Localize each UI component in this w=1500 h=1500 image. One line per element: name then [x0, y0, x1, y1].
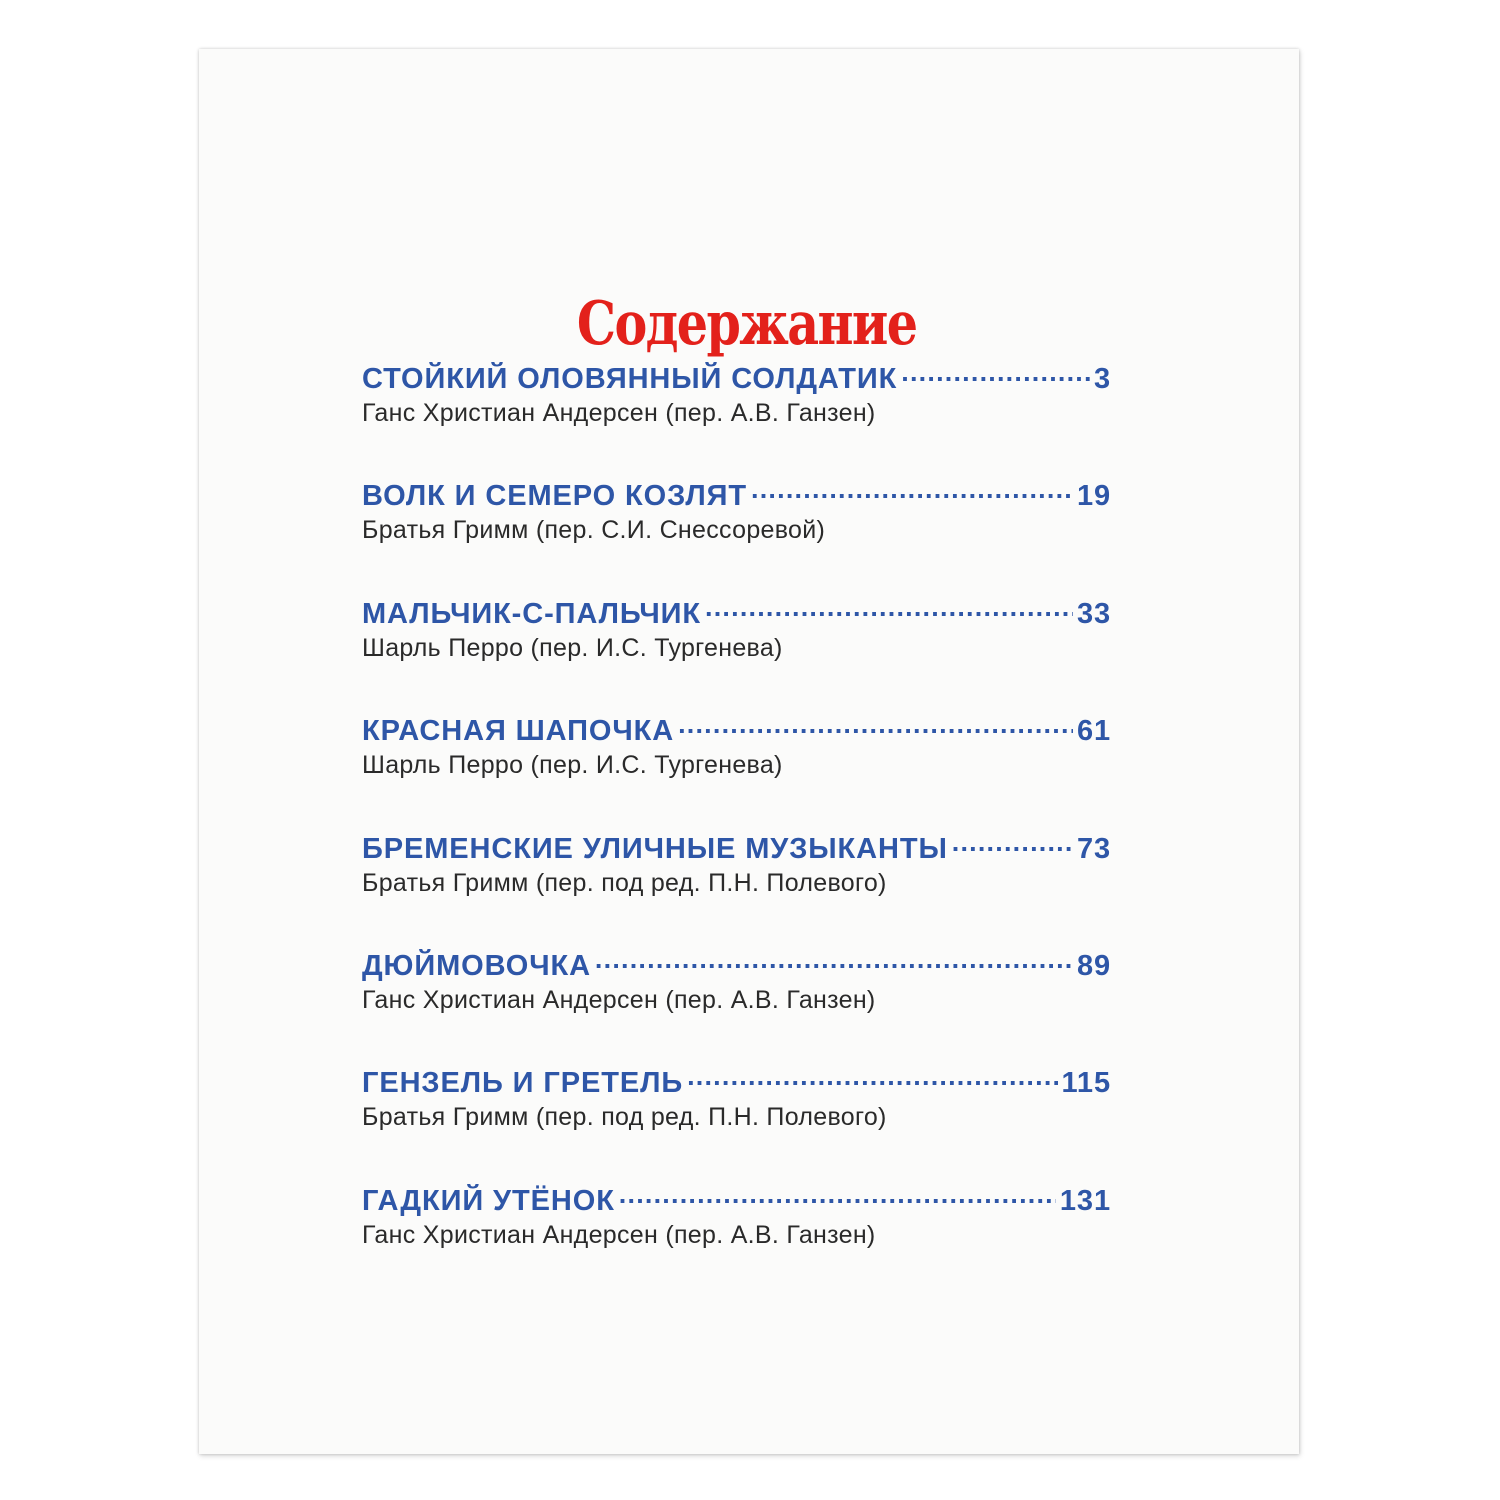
toc-entry: [362, 1058, 1111, 1175]
toc-entry-author: Братья Гримм (пер. С.И. Снессоревой): [362, 516, 826, 545]
page-title: Содержание: [576, 289, 917, 360]
toc-entry: [362, 824, 1111, 941]
toc-entry-title: ГАДКИЙ УТЁНОК: [362, 1184, 615, 1217]
dot-leader: [952, 824, 1073, 858]
toc-entry: [362, 1176, 1111, 1293]
toc-entry-line: [362, 1058, 1111, 1098]
toc-entry-page-number: 73: [1076, 832, 1111, 865]
toc-entry-title: МАЛЬЧИК-С-ПАЛЬЧИК: [362, 597, 702, 630]
dot-leader: [751, 471, 1073, 505]
dot-leader: [901, 354, 1090, 388]
toc-entry-author: Ганс Христиан Андерсен (пер. А.В. Ганзен): [362, 985, 876, 1014]
toc-entry-line: [362, 354, 1111, 394]
toc-entry: [362, 941, 1111, 1058]
table-of-contents: [362, 354, 1111, 1293]
toc-entry-title: ГЕНЗЕЛЬ И ГРЕТЕЛЬ: [362, 1067, 684, 1100]
toc-entry-line: [362, 471, 1111, 511]
toc-entry: [362, 471, 1111, 588]
toc-entry-author: Ганс Христиан Андерсен (пер. А.В. Ганзен): [362, 399, 876, 427]
toc-entry: [362, 589, 1111, 706]
dot-leader: [687, 1058, 1057, 1092]
toc-entry-author: Братья Гримм (пер. под ред. П.Н. Полевого): [362, 1103, 887, 1132]
toc-entry-page-number: 3: [1093, 363, 1111, 395]
book-page: [199, 49, 1299, 1454]
toc-entry-page-number: 115: [1061, 1067, 1111, 1100]
toc-entry-author: Шарль Перро (пер. И.С. Тургенева): [362, 751, 783, 780]
toc-entry-page-number: 131: [1059, 1184, 1111, 1217]
dot-leader: [595, 941, 1073, 975]
dot-leader: [705, 589, 1073, 623]
toc-entry-title: СТОЙКИЙ ОЛОВЯННЫЙ СОЛДАТИК: [362, 363, 898, 395]
dot-leader: [678, 706, 1073, 740]
toc-entry-line: [362, 589, 1111, 629]
toc-entry: [362, 354, 1111, 471]
toc-entry-title: ДЮЙМОВОЧКА: [362, 949, 591, 982]
toc-entry-title: КРАСНАЯ ШАПОЧКА: [362, 715, 675, 748]
toc-entry-author: Ганс Христиан Андерсен (пер. А.В. Ганзен): [362, 1220, 876, 1249]
toc-entry-page-number: 89: [1076, 949, 1111, 982]
toc-entry-line: [362, 1176, 1111, 1216]
toc-entry-title: ВОЛК И СЕМЕРО КОЗЛЯТ: [362, 480, 748, 513]
toc-entry-page-number: 33: [1076, 597, 1111, 630]
toc-entry-title: БРЕМЕНСКИЕ УЛИЧНЫЕ МУЗЫКАНТЫ: [362, 832, 948, 865]
toc-entry-author: Шарль Перро (пер. И.С. Тургенева): [362, 633, 783, 662]
dot-leader: [619, 1176, 1056, 1210]
toc-entry-line: [362, 706, 1111, 746]
toc-entry-line: [362, 824, 1111, 864]
toc-entry-line: [362, 941, 1111, 981]
toc-entry: [362, 706, 1111, 823]
toc-entry-page-number: 61: [1076, 715, 1111, 748]
toc-entry-page-number: 19: [1076, 480, 1111, 513]
toc-entry-author: Братья Гримм (пер. под ред. П.Н. Полевого): [362, 868, 887, 897]
